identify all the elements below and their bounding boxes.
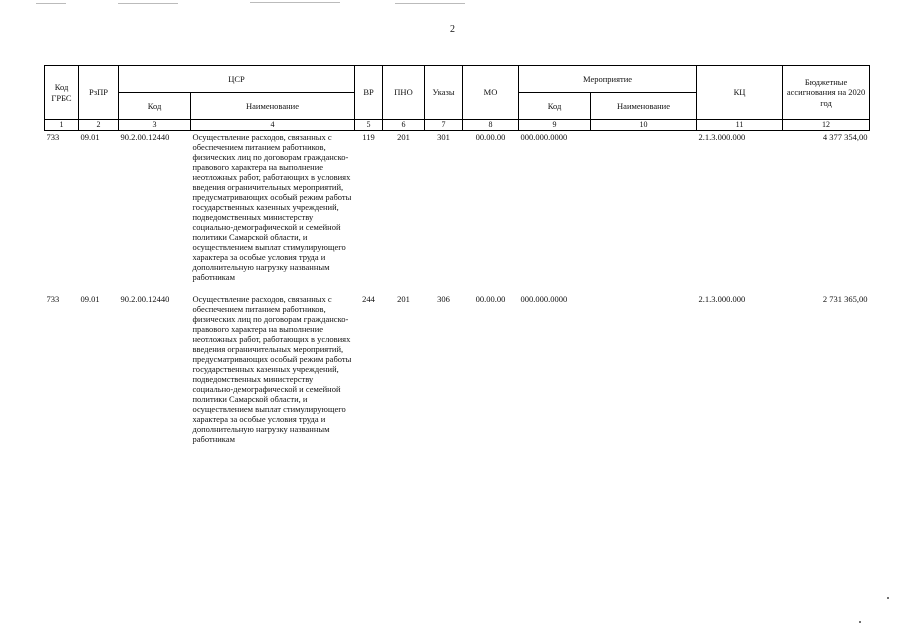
cell-grbs: 733 bbox=[46, 132, 60, 142]
scan-artifact-dot bbox=[887, 597, 889, 599]
header-mo: МО bbox=[463, 66, 519, 120]
cell-mer-name bbox=[591, 293, 697, 445]
header-mer-name: Наименование bbox=[591, 93, 697, 120]
table-row bbox=[45, 293, 870, 445]
cell-mer-code: 000.000.0000 bbox=[520, 132, 568, 142]
column-number: 2 bbox=[79, 120, 119, 131]
scan-artifact-dot bbox=[859, 621, 861, 623]
page-number: 2 bbox=[450, 24, 455, 35]
header-kc: КЦ bbox=[697, 66, 783, 120]
header-csr-name: Наименование bbox=[191, 93, 355, 120]
cell-amount: 2 731 365,00 bbox=[822, 294, 868, 305]
header-grbs: Код ГРБС bbox=[45, 66, 79, 120]
scan-artifact-line bbox=[118, 3, 178, 4]
cell-name: Осуществление расходов, связанных с обеспечением питанием работников, физических лиц по договорам гражданско-правового характера на выполнение неотложных работ, работающих в условиях введения ограничительных мероприятий, предусматривающих особый режим работы государственных казенных учреждений, подведомственных министерству социально-демографической и семейной политики Самарской области, и осуществлением выплат стимулирующего характера за особые условия труда и дополнительную нагрузку названным работникам bbox=[192, 294, 352, 445]
cell-rzpr: 09.01 bbox=[80, 132, 100, 142]
header-csr: ЦСР bbox=[119, 66, 355, 93]
header-mer-code: Код bbox=[519, 93, 591, 120]
scan-artifact-line bbox=[250, 2, 340, 3]
column-number: 3 bbox=[119, 120, 191, 131]
column-number: 8 bbox=[463, 120, 519, 131]
cell-mo: 00.00.00 bbox=[475, 294, 506, 305]
cell-grbs: 733 bbox=[46, 294, 60, 305]
cell-pno: 201 bbox=[397, 132, 410, 142]
cell-ukazy: 301 bbox=[437, 132, 450, 142]
column-number: 6 bbox=[383, 120, 425, 131]
scan-artifact-line bbox=[395, 3, 465, 4]
cell-ukazy: 306 bbox=[437, 294, 450, 305]
cell-csr-code: 90.2.00.12440 bbox=[120, 132, 170, 142]
header-budget: Бюджетные ассигнования на 2020 год bbox=[783, 66, 870, 120]
header-meropriyatie: Мероприятие bbox=[519, 66, 697, 93]
cell-kc: 2.1.3.000.000 bbox=[698, 294, 746, 305]
cell-vr: 244 bbox=[362, 294, 375, 305]
column-number: 7 bbox=[425, 120, 463, 131]
header-pno: ПНО bbox=[383, 66, 425, 120]
column-number: 4 bbox=[191, 120, 355, 131]
cell-csr-code: 90.2.00.12440 bbox=[120, 294, 170, 305]
cell-kc: 2.1.3.000.000 bbox=[698, 132, 746, 142]
column-number: 11 bbox=[697, 120, 783, 131]
header-ukazy: Указы bbox=[425, 66, 463, 120]
cell-vr: 119 bbox=[362, 132, 375, 142]
column-number: 1 bbox=[45, 120, 79, 131]
column-number: 5 bbox=[355, 120, 383, 131]
cell-mo: 00.00.00 bbox=[475, 132, 506, 142]
header-rzpr: РзПР bbox=[79, 66, 119, 120]
cell-name: Осуществление расходов, связанных с обеспечением питанием работников, физических лиц по договорам гражданско-правового характера на выполнение неотложных работ, работающих в условиях введения ограничительных мероприятий, предусматривающих особый режим работы государственных казенных учреждений, подведомственных министерству социально-демографической и семейной политики Самарской области, и осуществлением выплат стимулирующего характера за особые условия труда и дополнительную нагрузку названным работникам bbox=[192, 132, 352, 283]
column-number: 12 bbox=[783, 120, 870, 131]
cell-rzpr: 09.01 bbox=[80, 294, 100, 305]
column-number: 10 bbox=[591, 120, 697, 131]
scan-artifact-line bbox=[36, 3, 66, 4]
table-row bbox=[45, 131, 870, 284]
cell-pno: 201 bbox=[397, 294, 410, 305]
cell-mer-name bbox=[591, 131, 697, 284]
header-vr: ВР bbox=[355, 66, 383, 120]
budget-table bbox=[44, 65, 870, 445]
cell-amount: 4 377 354,00 bbox=[822, 132, 868, 142]
header-csr-code: Код bbox=[119, 93, 191, 120]
column-number: 9 bbox=[519, 120, 591, 131]
cell-mer-code: 000.000.0000 bbox=[520, 294, 568, 305]
